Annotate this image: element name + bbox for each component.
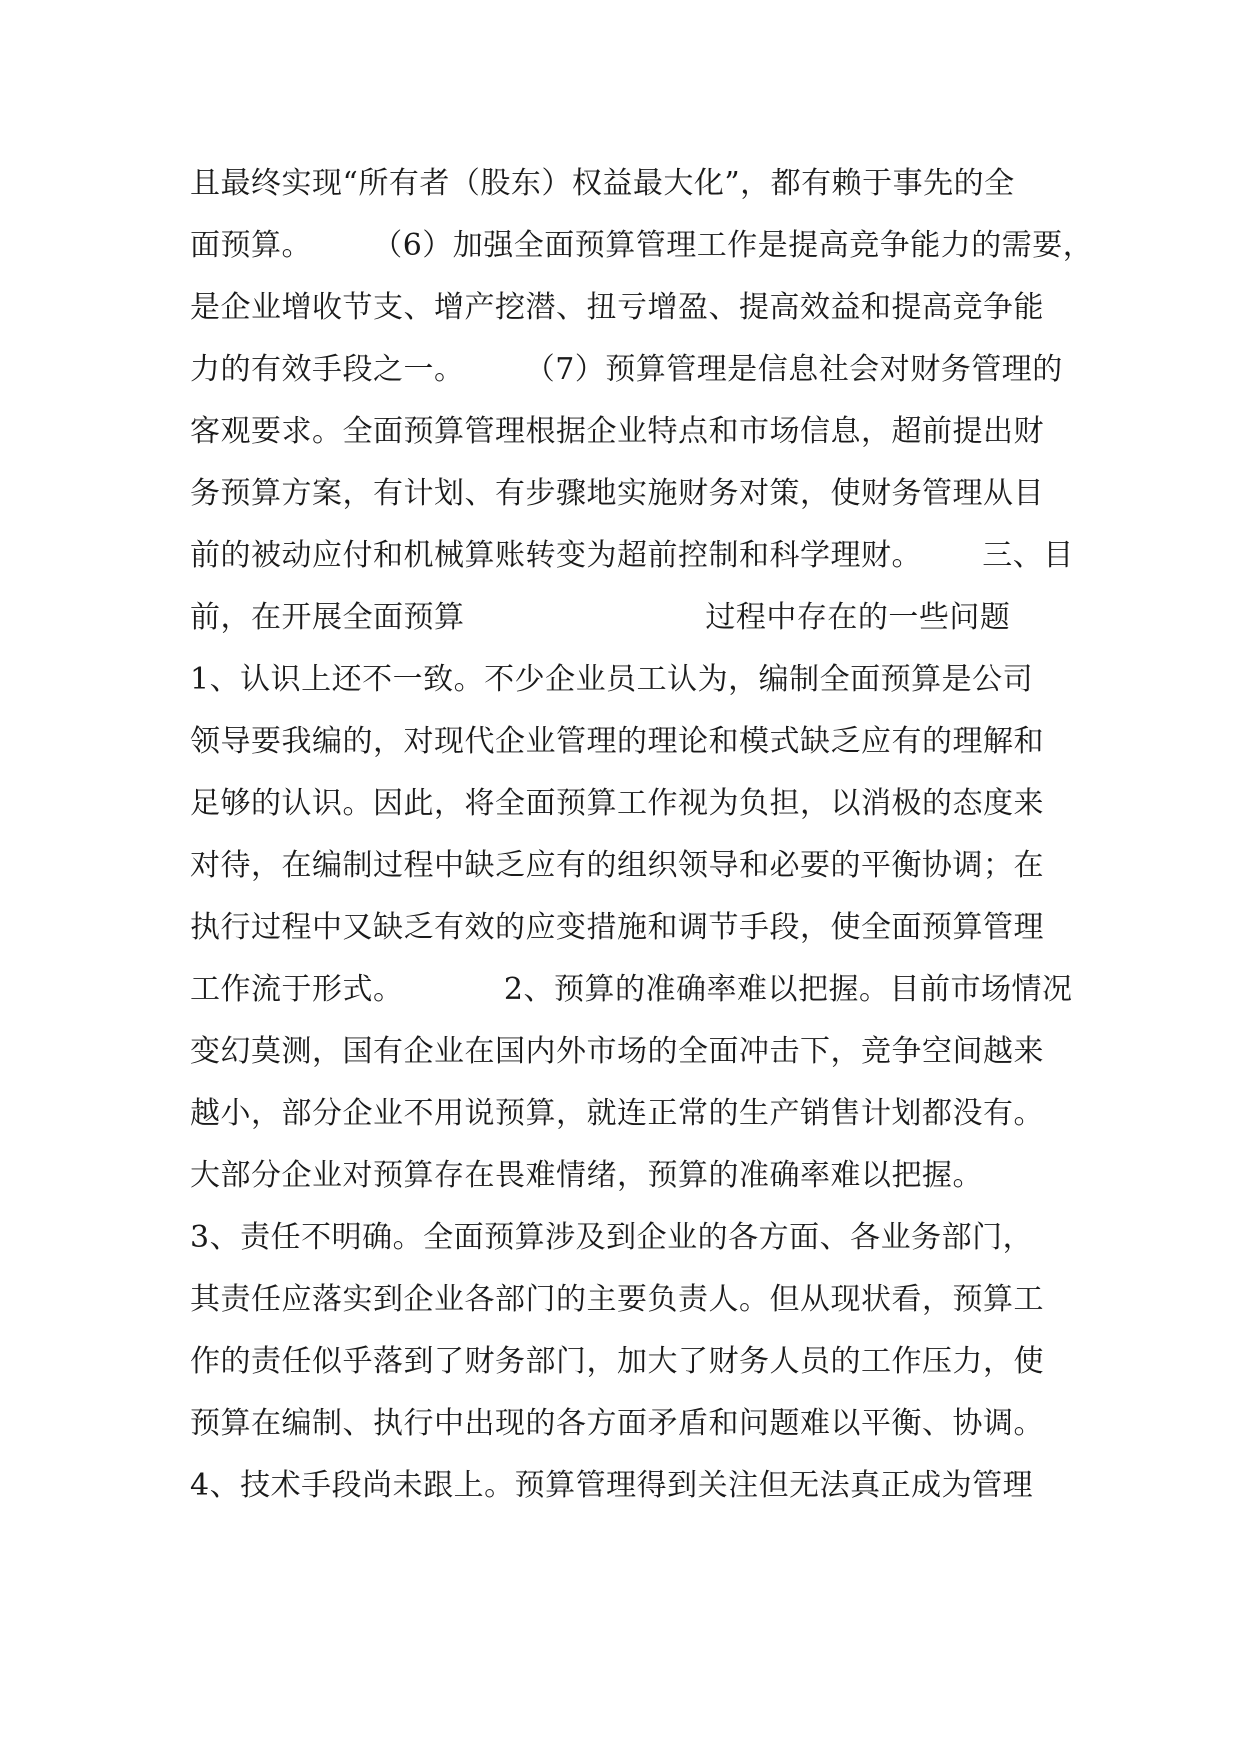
text-line-2: 面预算。 （6）加强全面预算管理工作是提高竞争能力的需要， [190, 228, 1094, 263]
text-line-17: 大部分企业对预算存在畏难情绪，预算的准确率难以把握。 [190, 1158, 983, 1193]
text-line-15: 变幻莫测，国有企业在国内外市场的全面冲击下，竞争空间越来 [190, 1034, 1044, 1069]
text-line-3: 是企业增收节支、增产挖潜、扭亏增盈、提高效益和提高竞争能 [190, 290, 1044, 325]
text-line-7: 前的被动应付和机械算账转变为超前控制和科学理财。 三、目 [190, 538, 1074, 573]
text-line-21: 预算在编制、执行中出现的各方面矛盾和问题难以平衡、协调。 [190, 1406, 1044, 1441]
text-line-5: 客观要求。全面预算管理根据企业特点和市场信息，超前提出财 [190, 414, 1044, 449]
text-line-18: 3、责任不明确。全面预算涉及到企业的各方面、各业务部门， [190, 1220, 1034, 1255]
text-line-11: 足够的认识。因此，将全面预算工作视为负担，以消极的态度来 [190, 786, 1044, 821]
text-line-8: 前，在开展全面预算 过程中存在的一些问题 [190, 600, 1011, 635]
text-line-10: 领导要我编的，对现代企业管理的理论和模式缺乏应有的理解和 [190, 724, 1044, 759]
text-line-22: 4、技术手段尚未跟上。预算管理得到关注但无法真正成为管理 [190, 1468, 1034, 1503]
text-line-1: 且最终实现“所有者（股东）权益最大化”，都有赖于事先的全 [190, 166, 1015, 201]
text-line-19: 其责任应落实到企业各部门的主要负责人。但从现状看，预算工 [190, 1282, 1044, 1317]
body-text [190, 153, 1094, 1517]
text-line-16: 越小，部分企业不用说预算，就连正常的生产销售计划都没有。 [190, 1096, 1044, 1131]
text-line-13: 执行过程中又缺乏有效的应变措施和调节手段，使全面预算管理 [190, 910, 1044, 945]
text-line-20: 作的责任似乎落到了财务部门，加大了财务人员的工作压力，使 [190, 1344, 1044, 1379]
text-line-12: 对待，在编制过程中缺乏应有的组织领导和必要的平衡协调；在 [190, 848, 1044, 883]
text-line-9: 1、认识上还不一致。不少企业员工认为，编制全面预算是公司 [190, 662, 1034, 697]
text-line-14: 工作流于形式。 2、预算的准确率难以把握。目前市场情况 [190, 972, 1073, 1007]
text-line-4: 力的有效手段之一。 （7）预算管理是信息社会对财务管理的 [190, 352, 1063, 387]
text-line-6: 务预算方案，有计划、有步骤地实施财务对策，使财务管理从目 [190, 476, 1044, 511]
